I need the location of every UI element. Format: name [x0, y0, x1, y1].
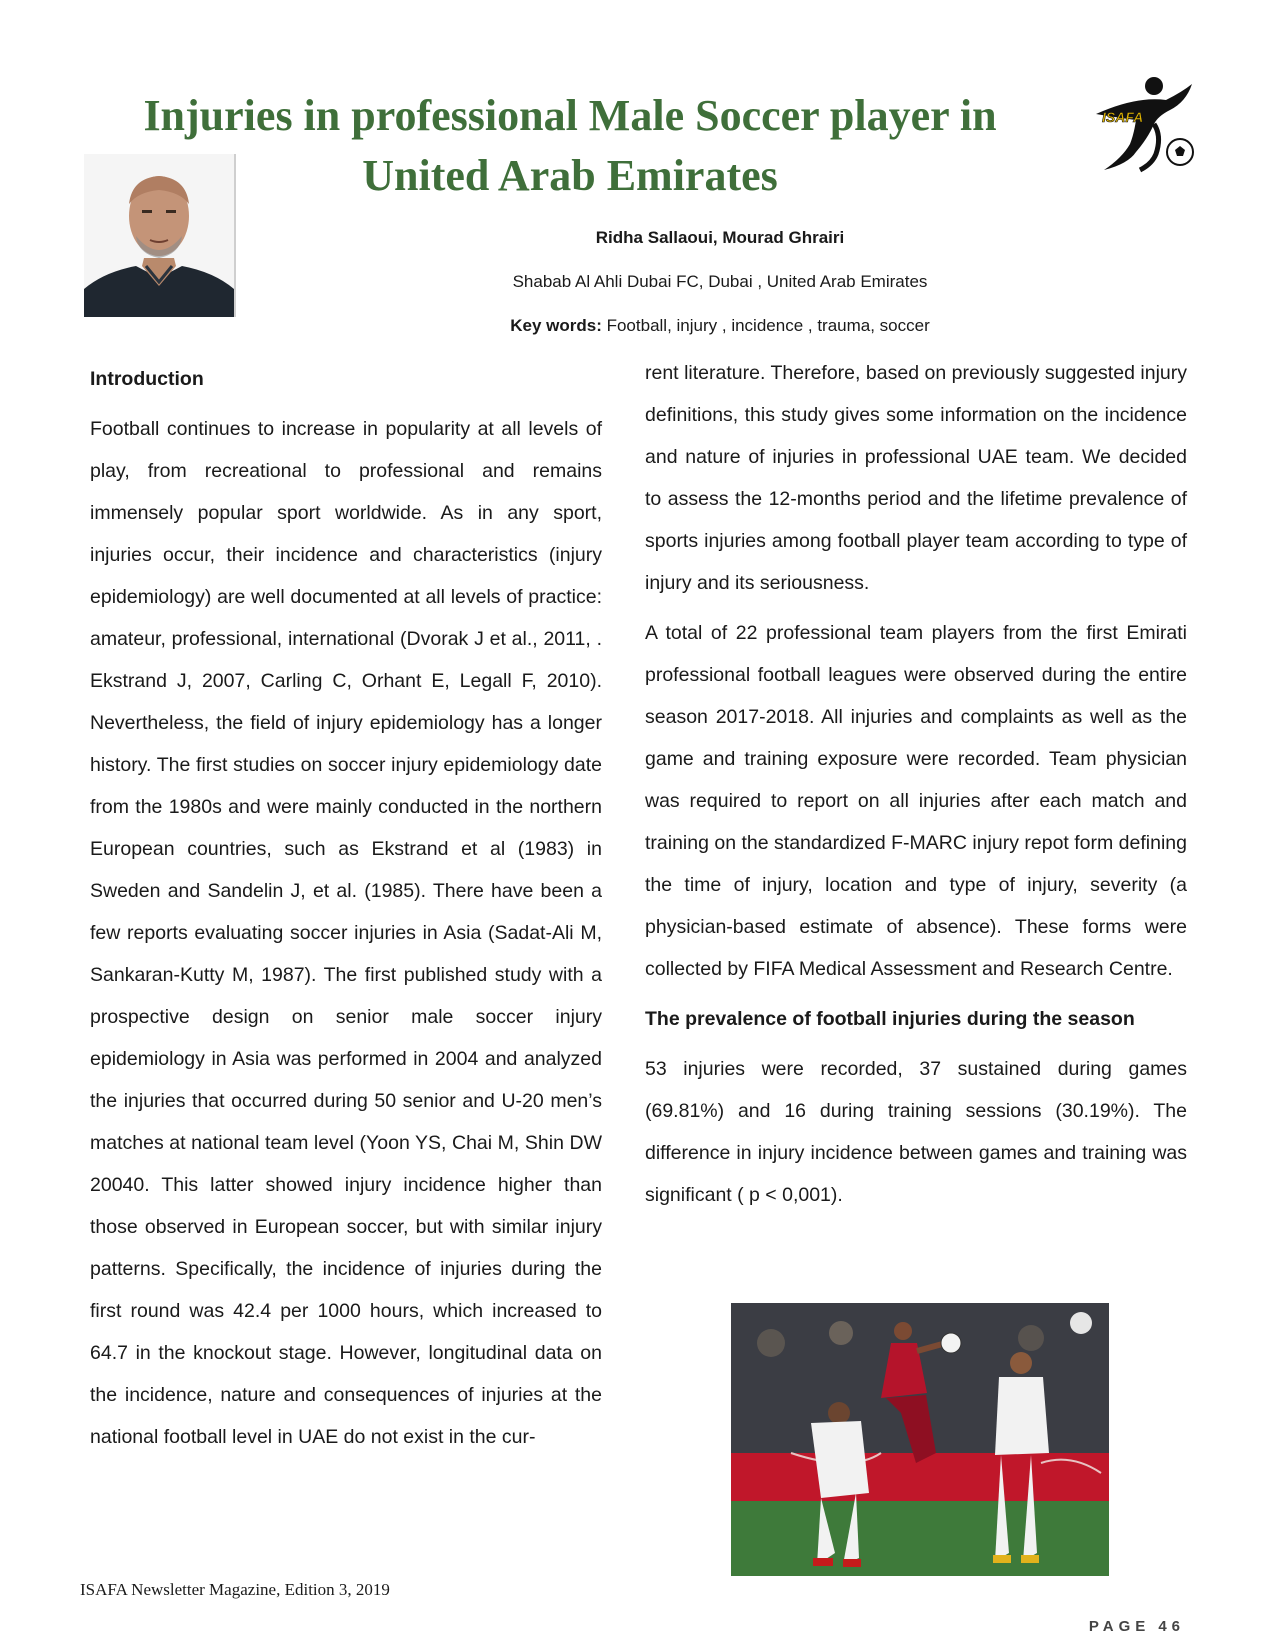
page-number	[1081, 1618, 1185, 1635]
keywords-line	[400, 315, 1040, 337]
soccer-match-photo	[731, 1303, 1109, 1576]
introduction-body: Football continues to increase in popularity at all levels of play, from recreational to professional and remains immensely popular sport worldwide. As in any sport, injuries occur, their incidence and characteristics (injury epidemiology) are well documented at all levels of practice: amateur, professional, international (Dvorak J et al., 2011, . Ekstrand J, 2007, Carling C, Orhant E, Legall F, 2010). Nevertheless, the field of injury epidemiology has a longer history. The first studies on soccer injury epidemiology date from the 1980s and were mainly conducted in the northern European countries, such as Ekstrand et al (1983) in Sweden and Sandelin J, et al. (1985). There have been a few reports evaluating soccer injuries in Asia (Sadat-Ali M, Sankaran-Kutty M, 1987). The first published study with a prospective design on senior male soccer injury epidemiology in Asia was performed in 2004 and analyzed the injuries that occurred during 50 senior and U-20 men’s matches at national team level (Yoon YS, Chai M, Shin DW 20040. This latter showed injury incidence higher than those observed in European soccer, but with similar injury patterns. Specifically, the incidence of injuries during the first round was 42.4 per 1000 hours, which increased to 64.7 in the knockout stage. However, longitudinal data on the incidence, nature and consequences of injuries at the national football level in UAE do not exist in the cur-	[90, 418, 602, 1448]
affiliation: Shabab Al Ahli Dubai FC, Dubai , United Arab Emirates	[512, 272, 928, 291]
author-photo	[84, 154, 236, 317]
keywords-label: Key words:	[510, 316, 602, 335]
publication-footer: ISAFA Newsletter Magazine, Edition 3, 2019	[80, 1580, 390, 1599]
right-column	[645, 352, 1187, 1216]
keywords-text: Football, injury , incidence , trauma, soccer	[601, 316, 930, 335]
introduction-heading: Introduction	[90, 368, 204, 390]
right-paragraph-3: 53 injuries were recorded, 37 sustained during games (69.81%) and 16 during training sessions (30.19%). The difference in injury incidence between games and training was significant ( p < 0,001).	[645, 1058, 1187, 1206]
title-line-1: Injuries in professional Male Soccer player in	[143, 91, 997, 140]
logo-text: ISAFA	[1102, 109, 1144, 125]
authors: Ridha Sallaoui, Mourad Ghrairi	[595, 228, 845, 247]
left-column	[90, 358, 602, 1458]
prevalence-heading: The prevalence of football injuries during the season	[645, 1008, 1135, 1030]
page-label: PAGE	[1088, 1618, 1151, 1635]
article-title	[110, 86, 1030, 206]
title-line-2: United Arab Emirates	[362, 151, 778, 200]
right-paragraph-2: A total of 22 professional team players from the first Emirati professional football leagues were observed during the entire season 2017-2018. All injuries and complaints as well as the game and training exposure were recorded. Team physician was required to report on all injuries after each match and training on the standardized F-MARC injury repot form defining the time of injury, location and type of injury, severity (a physician-based estimate of absence). These forms were collected by FIFA Medical Assessment and Research Centre.	[645, 622, 1187, 980]
page-number-value: 46	[1158, 1618, 1185, 1635]
right-paragraph-1: rent literature. Therefore, based on previously suggested injury definitions, this study gives some information on the incidence and nature of injuries in professional UAE team. We decided to assess the 12-months period and the lifetime prevalence of sports injuries among football player team according to type of injury and its seriousness.	[645, 362, 1187, 594]
isafa-logo	[1096, 74, 1196, 184]
